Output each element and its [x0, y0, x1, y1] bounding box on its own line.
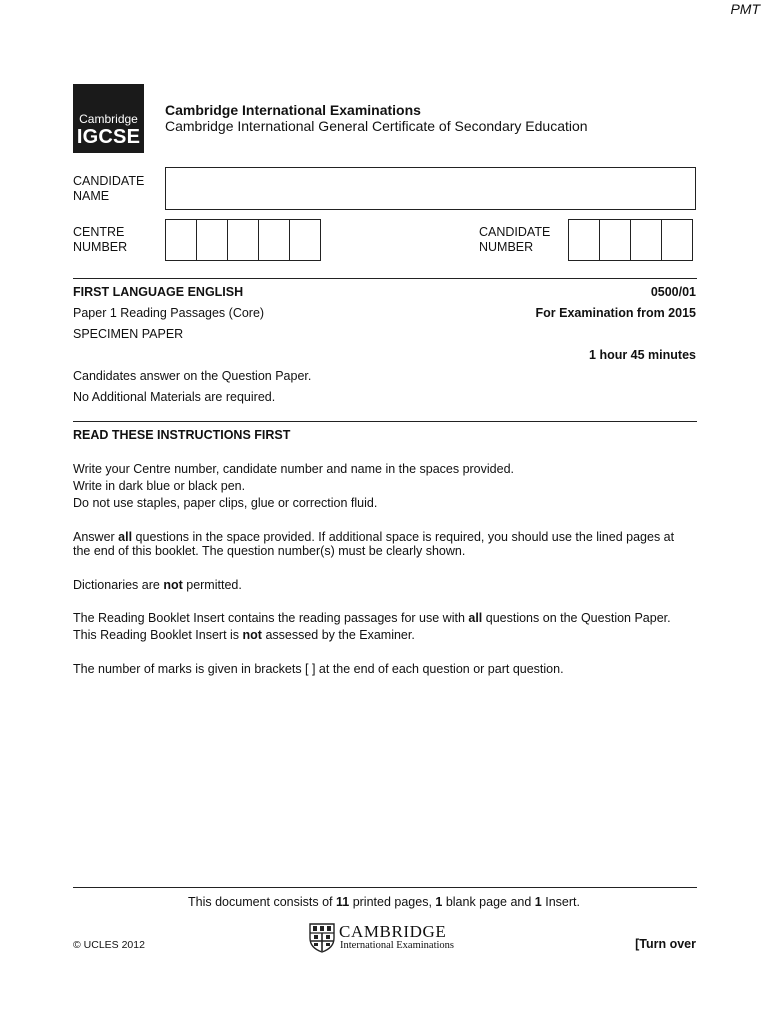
- logo-top-text: Cambridge: [79, 112, 138, 126]
- centre-number-digit[interactable]: [196, 219, 228, 261]
- instruction-line: the end of this booklet. The question number(s) must be clearly shown.: [73, 544, 466, 558]
- corner-mark: PMT: [730, 1, 760, 17]
- divider: [73, 887, 697, 888]
- centre-number-label-line1: CENTRE: [73, 225, 125, 239]
- centre-number-digit[interactable]: [258, 219, 290, 261]
- materials-note: No Additional Materials are required.: [73, 390, 276, 404]
- text-run-bold: all: [118, 530, 133, 544]
- turn-over: [Turn over: [635, 937, 696, 951]
- text-run: This document consists of: [188, 895, 336, 909]
- centre-number-digit[interactable]: [289, 219, 321, 261]
- header-title: Cambridge International Examinations: [165, 102, 421, 118]
- cambridge-wordmark: CAMBRIDGE: [339, 922, 447, 941]
- candidate-name-label: [73, 174, 144, 204]
- page-count-note: [0, 895, 768, 909]
- centre-number-label: [73, 225, 127, 255]
- candidate-name-label-line2: NAME: [73, 189, 110, 203]
- instruction-line: [73, 628, 415, 642]
- divider: [73, 421, 697, 422]
- paper-type: SPECIMEN PAPER: [73, 327, 184, 341]
- instruction-line: [73, 611, 671, 625]
- instructions-heading: READ THESE INSTRUCTIONS FIRST: [73, 428, 291, 442]
- centre-number-digit[interactable]: [165, 219, 197, 261]
- exam-from: For Examination from 2015: [535, 306, 696, 320]
- candidate-number-digit[interactable]: [630, 219, 662, 261]
- cambridge-wordmark-sub: International Examinations: [340, 940, 455, 951]
- cambridge-crest-icon: [309, 923, 335, 953]
- candidate-number-digit[interactable]: [599, 219, 631, 261]
- candidate-number-digit[interactable]: [661, 219, 693, 261]
- text-run: printed pages,: [349, 895, 436, 909]
- text-run-bold: 1: [435, 895, 443, 909]
- copyright: © UCLES 2012: [73, 939, 145, 951]
- instruction-line: Write in dark blue or black pen.: [73, 479, 246, 493]
- answer-note: Candidates answer on the Question Paper.: [73, 369, 312, 383]
- text-run: assessed by the Examiner.: [261, 628, 415, 642]
- text-run-bold: not: [163, 578, 183, 592]
- text-run: This Reading Booklet Insert is: [73, 628, 243, 642]
- duration: 1 hour 45 minutes: [589, 348, 696, 362]
- centre-number-label-line2: NUMBER: [73, 240, 128, 254]
- candidate-number-digit[interactable]: [568, 219, 600, 261]
- text-run-bold: all: [468, 611, 483, 625]
- instruction-line: [73, 578, 242, 592]
- text-run: Insert.: [541, 895, 580, 909]
- instruction-line: The number of marks is given in brackets [ ] at the end of each question or part question.: [73, 662, 564, 676]
- text-run: Dictionaries are: [73, 578, 164, 592]
- text-run-bold: 11: [336, 895, 350, 909]
- centre-number-field[interactable]: [165, 219, 321, 261]
- instruction-line: [73, 530, 674, 544]
- text-run: Answer: [73, 530, 119, 544]
- text-run: The Reading Booklet Insert contains the reading passages for use with: [73, 611, 469, 625]
- text-run-bold: not: [242, 628, 262, 642]
- text-run: questions in the space provided. If additional space is required, you should use the lined pages at: [132, 530, 675, 544]
- instruction-line: Do not use staples, paper clips, glue or correction fluid.: [73, 496, 378, 510]
- text-run: questions on the Question Paper.: [482, 611, 671, 625]
- instruction-line: Write your Centre number, candidate number and name in the spaces provided.: [73, 462, 514, 476]
- paper-code: 0500/01: [650, 285, 696, 299]
- igcse-logo: [73, 84, 144, 153]
- paper-name: Paper 1 Reading Passages (Core): [73, 306, 265, 320]
- centre-number-digit[interactable]: [227, 219, 259, 261]
- candidate-number-field[interactable]: [568, 219, 693, 261]
- candidate-number-label-line2: NUMBER: [479, 240, 534, 254]
- subject-title: FIRST LANGUAGE ENGLISH: [73, 285, 244, 299]
- text-run: permitted.: [182, 578, 242, 592]
- text-run: blank page and: [442, 895, 535, 909]
- header-subtitle: Cambridge International General Certificate of Secondary Education: [165, 118, 588, 134]
- logo-bottom-text: IGCSE: [76, 126, 141, 148]
- candidate-name-label-line1: CANDIDATE: [73, 174, 145, 188]
- divider: [73, 278, 697, 279]
- candidate-name-field[interactable]: [165, 167, 696, 210]
- candidate-number-label-line1: CANDIDATE: [479, 225, 551, 239]
- candidate-number-label: [479, 225, 550, 255]
- text-run-bold: 1: [534, 895, 542, 909]
